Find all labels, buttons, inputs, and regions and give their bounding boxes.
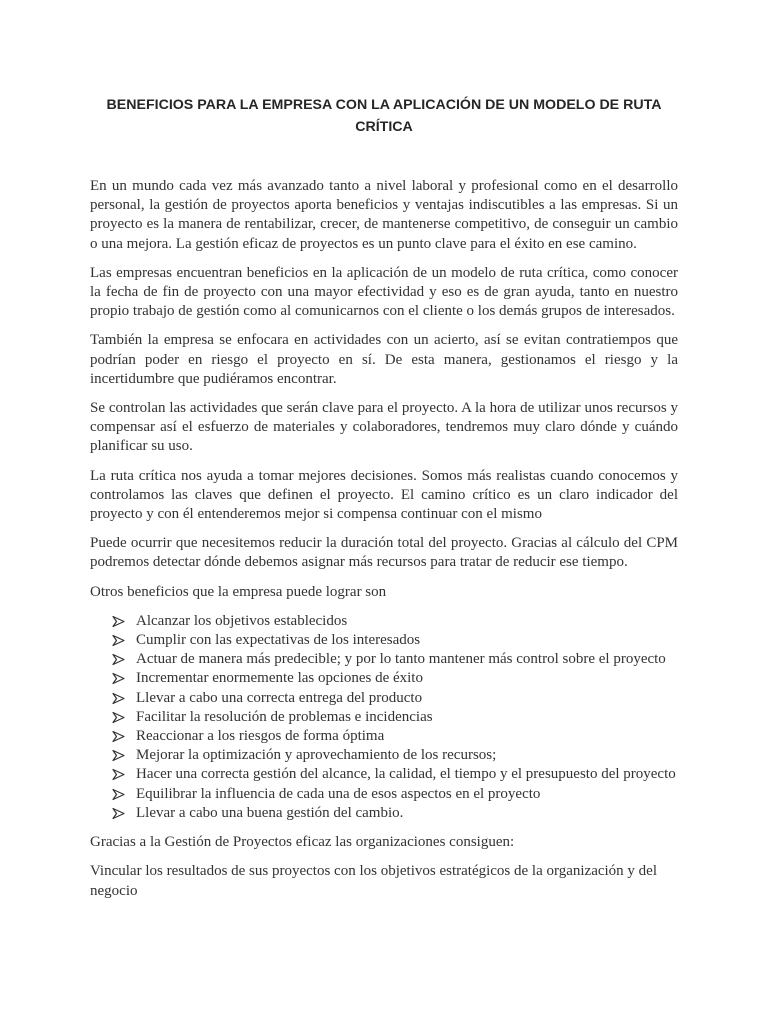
arrow-bullet-icon: [112, 749, 125, 762]
paragraph-otros-beneficios: Otros beneficios que la empresa puede lograr son: [90, 583, 387, 600]
list-item-text: Hacer una correcta gestión del alcance, la calidad, el tiempo y el presupuesto del proyecto: [136, 766, 676, 783]
arrow-bullet-icon: [112, 692, 125, 705]
arrow-bullet-icon: [112, 788, 125, 801]
arrow-bullet-icon: [112, 807, 125, 820]
arrow-bullet-icon: [112, 615, 125, 628]
document-title: BENEFICIOS PARA LA EMPRESA CON LA APLICACIÓN DE UN MODELO DE RUTA CRÍTICA: [106, 97, 662, 135]
list-item-text: Mejorar la optimización y aprovechamiento de los recursos;: [136, 747, 497, 764]
arrow-bullet-icon: [112, 730, 125, 743]
arrow-bullet-icon: [112, 768, 125, 781]
paragraph-enfoque-actividades: También la empresa se enfocara en actividades con un acierto, así se evitan contratiempos que podrían poder en riesgo el proyecto en sí. De esta manera, gestionamos el riesgo y la incertidumbre que pudiéramos encontrar.: [90, 332, 678, 387]
paragraph-mejores-decisiones: La ruta crítica nos ayuda a tomar mejores decisiones. Somos más realistas cuando conocemos y controlamos las claves que definen el proyecto. El camino crítico es un claro indicador del proyecto y con él entenderemos mejor si compensa continuar con el mismo: [90, 467, 678, 523]
list-item-text: Equilibrar la influencia de cada una de esos aspectos en el proyecto: [136, 785, 541, 802]
list-item-text: Alcanzar los objetivos establecidos: [136, 612, 348, 629]
paragraph-gracias-gestion: Gracias a la Gestión de Proyectos eficaz las organizaciones consiguen:: [90, 834, 515, 851]
paragraph-beneficios-empresas: Las empresas encuentran beneficios en la aplicación de un modelo de ruta crítica, como conocer la fecha de fin de proyecto con una mayor efectividad y eso es de gran ayuda, tanto en nuestro propio trabajo de gestión como al comunicarnos con el cliente o los demás grupos de interesados.: [90, 264, 678, 320]
list-item: [112, 612, 678, 631]
paragraph-control-actividades: Se controlan las actividades que serán clave para el proyecto. A la hora de utilizar unos recursos y compensar así el esfuerzo de materiales y colaboradores, tendremos muy claro dónde y cuándo planificar su uso.: [90, 400, 678, 455]
arrow-bullet-icon: [112, 672, 125, 685]
list-item: [112, 689, 678, 708]
list-item-text: Reaccionar a los riesgos de forma óptima: [136, 728, 385, 745]
list-item: [112, 785, 678, 804]
list-item: [112, 727, 678, 746]
list-item-text: Actuar de manera más predecible; y por lo tanto mantener más control sobre el proyecto: [136, 651, 666, 668]
paragraph-vincular-resultados: Vincular los resultados de sus proyectos con los objetivos estratégicos de la organización y del negocio: [90, 863, 658, 899]
list-item: [112, 631, 678, 650]
arrow-bullet-icon: [112, 711, 125, 724]
list-item: [112, 669, 678, 688]
list-item: [112, 765, 678, 784]
list-item-text: Llevar a cabo una correcta entrega del producto: [136, 689, 423, 706]
list-item: [112, 708, 678, 727]
paragraph-reducir-duracion: Puede ocurrir que necesitemos reducir la duración total del proyecto. Gracias al cálculo del CPM podremos detectar dónde debemos asignar más recursos para tratar de reducir ese tiempo.: [90, 535, 678, 571]
paragraph-intro: En un mundo cada vez más avanzado tanto a nivel laboral y profesional como en el desarrollo personal, la gestión de proyectos aporta beneficios y ventajas indiscutibles a las empresas. Si un proyecto es la manera de rentabilizar, crecer, de mantenerse competitivo, de conseguir un cambio o una mejora. La gestión eficaz de proyectos es un punto clave para el éxito en ese camino.: [90, 178, 678, 252]
list-item-text: Facilitar la resolución de problemas e incidencias: [136, 708, 433, 725]
arrow-bullet-icon: [112, 653, 125, 666]
list-item: [112, 804, 678, 823]
list-item-text: Llevar a cabo una buena gestión del cambio.: [136, 804, 404, 821]
arrow-bullet-icon: [112, 634, 125, 647]
list-item-text: Cumplir con las expectativas de los interesados: [136, 632, 421, 649]
list-item: [112, 650, 678, 669]
list-item: [112, 746, 678, 765]
list-item-text: Incrementar enormemente las opciones de éxito: [136, 670, 423, 687]
benefits-list: [90, 612, 678, 823]
document-body: [90, 177, 678, 911]
